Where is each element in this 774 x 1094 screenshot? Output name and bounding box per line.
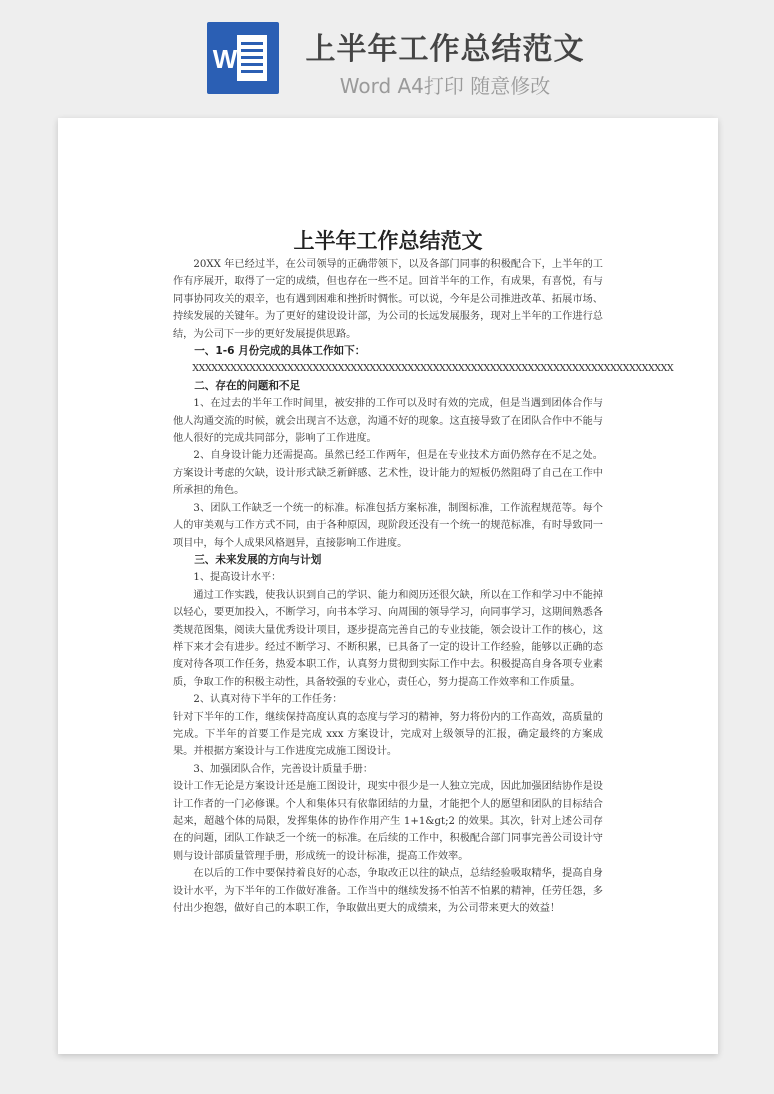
section1-heading: 一、1-6 月份完成的具体工作如下： <box>194 345 366 358</box>
intro-paragraph: 20XX 年已经过半，在公司领导的正确带领下，以及各部门同事的积极配合下，上半年的工作有序展开，取得了一定的成绩，但也存在一些不足。回首半年的工作，有成果，有喜悦，有与同事协同攻关的艰辛，也有遇到困难和挫折时惆怅。可以说，今年是公司推进改革、拓展市场、持续发展的关键年。为了更好的建设设计部，为公司的长远发展服务，现对上半年的工作进行总结，为公司下一步的更好发展提供思路。 <box>173 259 603 340</box>
section2-paragraph-1: 1、在过去的半年工作时间里，被安排的工作可以及时有效的完成，但是当遇到团体合作与他人沟通交流的时候，就会出现言不达意，沟通不好的现象。这直接导致了在团队合作中不能与他人很好的完成共同部分，影响了工作进度。 <box>173 398 603 445</box>
section3-paragraph-2: 针对下半年的工作，继续保持高度认真的态度与学习的精神，努力将份内的工作高效，高质量的完成。下半年的首要工作是完成 xxx 方案设计，完成对上级领导的汇报，确定最终的方案成果。并根据方案设计与工作进度完成施工图设计。 <box>173 711 603 758</box>
section3-subheading-3: 3、加强团队合作，完善设计质量手册： <box>193 763 374 775</box>
header-title: 上半年工作总结范文 <box>305 32 585 67</box>
document-title: 上半年工作总结范文 <box>293 229 483 253</box>
section3-subheading-2: 2、认真对待下半年的工作任务： <box>193 694 343 706</box>
section3-heading: 三、未来发展的方向与计划 <box>194 553 322 566</box>
section3-paragraph-3: 设计工作无论是方案设计还是施工图设计，现实中很少是一人独立完成，因此加强团结协作是设计工作者的一门必修课。个人和集体只有依靠团结的力量，才能把个人的愿望和团队的目标结合起来，超越个体的局限，发挥集体的协作作用产生 1+1&gt;2 的效果。其次，针对上述公司存在的问题，团队工作缺乏一个统一的标准。在后续的工作中，积极配合部门同事完善公司设计守则与设计部质量管理手册，形成统一的设计标准，提高工作效率。 <box>173 781 603 862</box>
word-icon <box>207 22 279 94</box>
section2-heading: 二、存在的问题和不足 <box>194 379 301 392</box>
section1-body: XXXXXXXXXXXXXXXXXXXXXXXXXXXXXXXXXXXXXXXXXXXXXXXXXXXXXXXXXXXXXXXXXXXXXXXXXXXX <box>192 363 674 375</box>
section2-paragraph-2: 2、自身设计能力还需提高。虽然已经工作两年，但是在专业技术方面仍然存在不足之处。方案设计考虑的欠缺，设计形式缺乏新鲜感、艺术性，设计能力的短板仍然阻碍了自己在工作中所承担的角色。 <box>173 450 603 497</box>
section2-paragraph-3: 3、团队工作缺乏一个统一的标准。标准包括方案标准，制图标准，工作流程规范等。每个人的审美观与工作方式不同，由于各种原因，现阶段还没有一个统一的规范标准，有时导致同一项目中，每个人成果风格迥异，直接影响工作进度。 <box>173 502 603 549</box>
closing-paragraph: 在以后的工作中要保持着良好的心态，争取改正以往的缺点，总结经验吸取精华，提高自身设计水平，为下半年的工作做好准备。工作当中的继续发扬不怕苦不怕累的精神，任劳任怨，多付出少抱怨，做好自己的本职工作，争取做出更大的成绩来，为公司带来更大的效益！ <box>173 868 603 915</box>
section3-paragraph-1: 通过工作实践，使我认识到自己的学识、能力和阅历还很欠缺，所以在工作和学习中不能掉以轻心，要更加投入，不断学习，向书本学习、向周围的领导学习，向同事学习，这期间熟悉各类规范图集，阅读大量优秀设计项目，逐步提高完善自己的专业技能，领会设计工作的核心，这样下来才会有进步。经过不断学习、不断积累，已具备了一定的设计工作经验，能够以正确的态度对待各项工作任务，热爱本职工作，认真努力贯彻到实际工作中去。积极提高自身各项专业素质，争取工作的积极主动性，具备较强的专业心，责任心，努力提高工作效率和工作质量。 <box>173 589 603 688</box>
header <box>0 0 774 118</box>
header-subtitle: Word A4打印 随意修改 <box>339 74 551 98</box>
document-page <box>58 118 718 1054</box>
section3-subheading-1: 1、提高设计水平： <box>193 572 282 584</box>
document-body <box>173 226 674 917</box>
word-icon-letter: W <box>212 44 238 74</box>
